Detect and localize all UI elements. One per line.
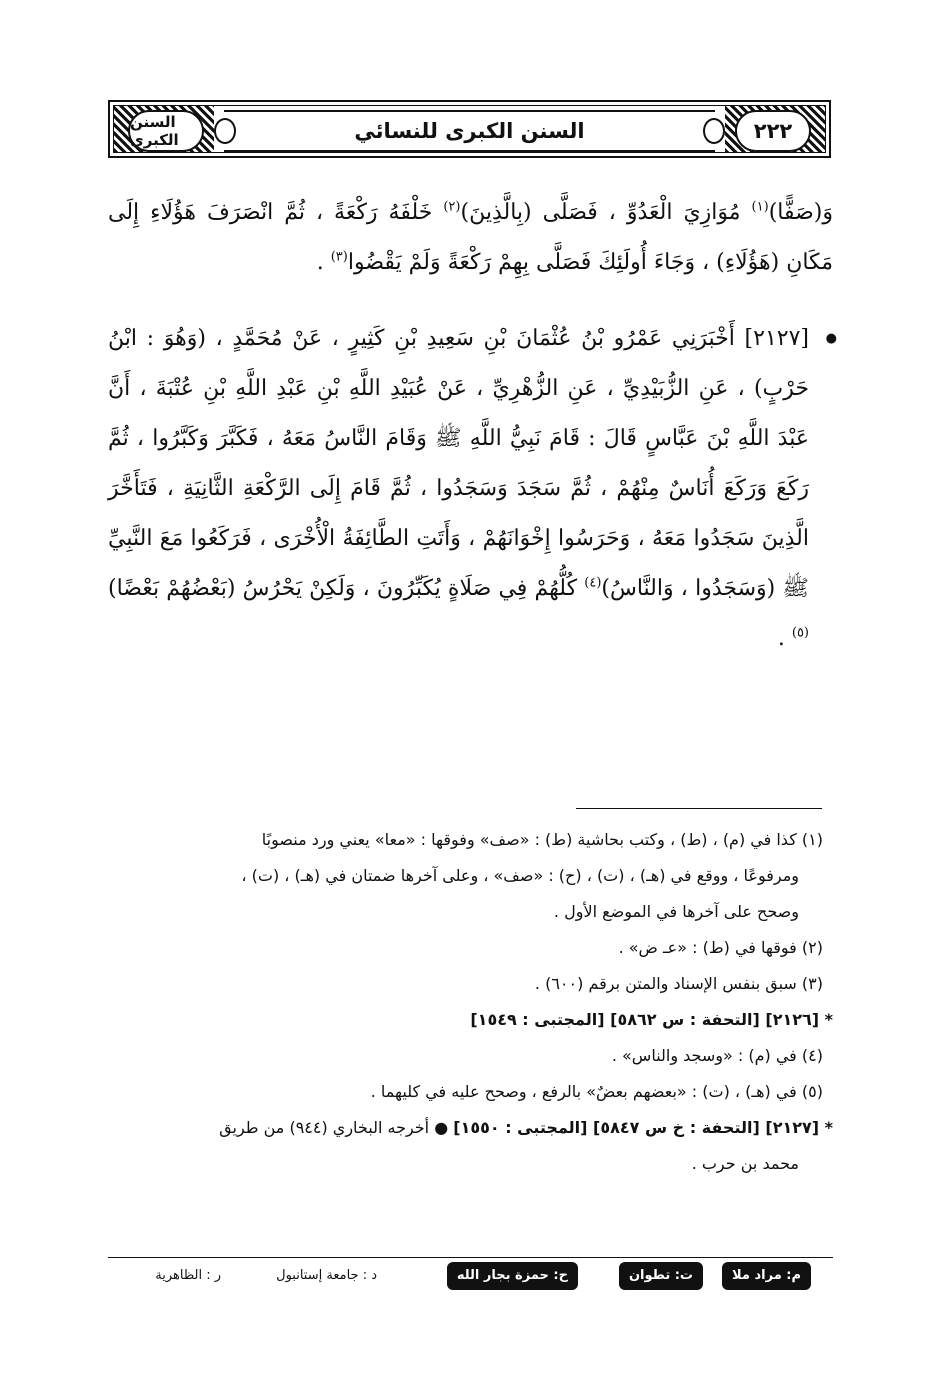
header-frame xyxy=(113,105,826,153)
siglum-h: ح: حمزة بجار الله xyxy=(447,1262,578,1290)
hadith-2127 xyxy=(108,314,833,664)
text-run: أَخْبَرَنِي عَمْرُو بْنُ عُثْمَانَ بْنِ سَعِيدِ بْنِ كَثِيرٍ ، عَنْ مُحَمَّدٍ ، (وَهُوَ : ابْنُ حَرْبٍ) ، عَنِ الزُّبَيْدِيِّ ، عَنِ الزُّهْرِيِّ ، عَنْ عُبَيْدِ اللَّهِ بْنِ عَبْدِ اللَّهِ بْنِ عُتْبَةَ ، أَنَّ عَبْدَ اللَّهِ بْنَ عَبَّاسٍ قَالَ : قَامَ نَبِيُّ اللَّهِ ﷺ وَقَامَ النَّاسُ مَعَهُ ، فَكَبَّرَ وَكَبَّرُوا ، ثُمَّ رَكَعَ وَرَكَعَ أُنَاسٌ مِنْهُمْ ، ثُمَّ سَجَدَ وَسَجَدُوا ، ثُمَّ قَامَ إِلَى الرَّكْعَةِ الثَّانِيَةِ ، فَتَأَخَّرَ الَّذِينَ سَجَدُوا مَعَهُ ، وَحَرَسُوا إِخْوَانَهُمْ ، وَأَتَتِ الطَّائِفَةُ الْأُخْرَى ، فَرَكَعُوا مَعَ النَّبِيِّ ﷺ (وَسَجَدُوا ، وَالنَّاسُ) xyxy=(108,326,809,601)
text-run: خَلْفَهُ رَكْعَةً ، ثُمَّ انْصَرَفَ هَؤُلَاءِ إِلَى مَكَانِ (هَؤُلَاءِ) ، وَجَاءَ أُولَئِكَ فَصَلَّى بِهِمْ رَكْعَةً وَلَمْ يَقْضُوا xyxy=(108,200,833,275)
siglum-d: د : جامعة إستانبول xyxy=(276,1268,377,1283)
text-run: . xyxy=(777,626,792,651)
footnote-ref-5: (٥) xyxy=(791,625,809,641)
text-run: . xyxy=(316,250,331,275)
bottom-divider xyxy=(108,1257,833,1258)
book-title: السنن الكبرى للنسائي xyxy=(354,119,585,143)
footnote-2: (٢) فوقها في (ط) : «عـ ض» . xyxy=(618,938,823,957)
takhrij-2127 xyxy=(108,1110,833,1146)
text-run: وَ(صَفًّا) xyxy=(768,200,833,225)
book-logo-text: السنن الكبرى xyxy=(130,113,179,149)
book-logo xyxy=(128,110,204,152)
hadith-number: [٢١٢٧] xyxy=(744,326,809,351)
takhrij-refs: * [٢١٢٧] [التحفة : خ س ٥٨٤٧] [المجتبى : ١٥٥٠] xyxy=(453,1118,833,1137)
text-run: كُلُّهُمْ فِي صَلَاةٍ يُكَبِّرُونَ ، وَلَكِنْ يَحْرُسُ (بَعْضُهُمْ بَعْضًا) xyxy=(108,576,585,601)
paragraph-continuation xyxy=(108,188,833,288)
takhrij-text: ● أخرجه البخاري (٩٤٤) من طريق xyxy=(219,1118,454,1137)
title-band xyxy=(224,110,715,152)
page-header xyxy=(108,100,831,158)
footnote-1-line-2: ومرفوعًا ، ووقع في (هـ) ، (ت) ، (ح) : «صف» ، وعلى آخرها ضمتان في (هـ) ، (ت) ، xyxy=(241,866,799,885)
footnote-divider xyxy=(576,808,822,809)
footnote-1-line-1: (١) كذا في (م) ، (ط) ، وكتب بحاشية (ط) : «صف» وفوقها : «معا» يعني ورد منصوبًا xyxy=(261,830,823,849)
text-run: مُوَازِيَ الْعَدُوِّ ، فَصَلَّى (بِالَّذِينَ) xyxy=(460,200,752,225)
page-number-medallion xyxy=(735,110,811,152)
siglum-t: ت: تطوان xyxy=(619,1262,703,1290)
takhrij-2127-cont: محمد بن حرب . xyxy=(691,1154,799,1173)
footnote-5: (٥) في (هـ) ، (ت) : «بعضهم بعضٌ» بالرفع ، وصحح عليه في كليهما . xyxy=(370,1082,823,1101)
footnote-4: (٤) في (م) : «وسجد والناس» . xyxy=(611,1046,823,1065)
footnote-ref-3: (٣) xyxy=(330,249,348,265)
footnote-ref-4: (٤) xyxy=(584,575,602,591)
siglum-m: م: مراد ملا xyxy=(722,1262,811,1290)
siglum-r: ر : الظاهرية xyxy=(155,1268,221,1283)
manuscript-sigla xyxy=(108,1262,833,1292)
footnote-1-line-3: وصحح على آخرها في الموضع الأول . xyxy=(553,902,799,921)
takhrij-2126: * [٢١٢٦] [التحفة : س ٥٨٦٢] [المجتبى : ١٥٤٩] xyxy=(470,1010,833,1029)
page-number: ٢٢٢ xyxy=(753,119,793,143)
footnotes xyxy=(108,822,833,1182)
footnote-3: (٣) سبق بنفس الإسناد والمتن برقم (٦٠٠) . xyxy=(534,974,823,993)
footnote-ref-2: (٢) xyxy=(443,199,461,215)
footnote-ref-1: (١) xyxy=(751,199,769,215)
main-text xyxy=(108,188,833,664)
